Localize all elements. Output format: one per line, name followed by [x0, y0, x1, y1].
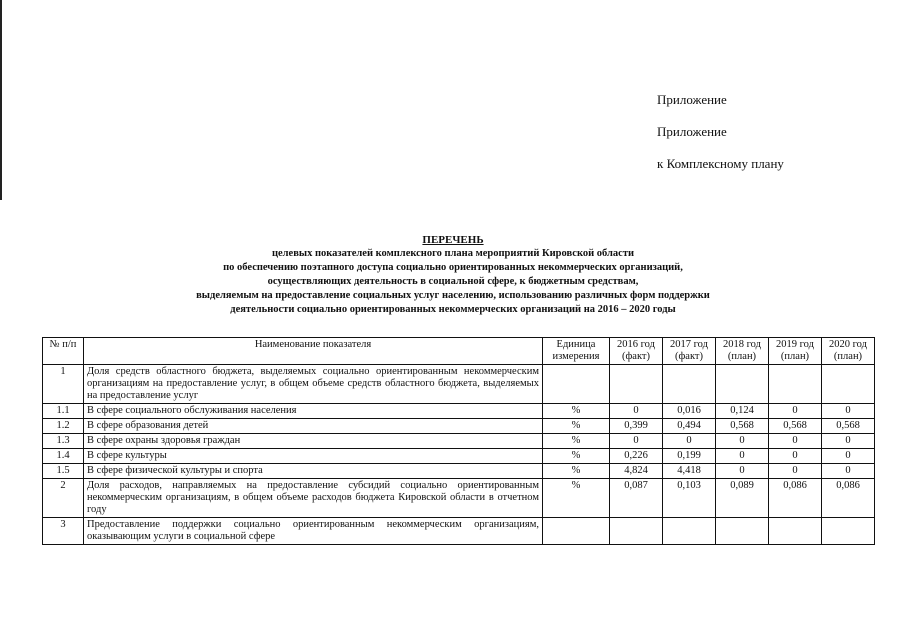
- cell-num: 1: [43, 365, 84, 404]
- cell-2020: 0: [822, 449, 875, 464]
- indicators-table: [42, 337, 875, 545]
- cell-2020: 0,568: [822, 419, 875, 434]
- cell-2016: 0: [610, 434, 663, 449]
- cell-2018: 0,124: [716, 404, 769, 419]
- cell-name: В сфере образования детей: [84, 419, 543, 434]
- heading-line: выделяемым на предоставление социальных услуг населению, использованию различных форм поддержки: [196, 290, 710, 301]
- table-row: [43, 365, 875, 404]
- table-row: [43, 449, 875, 464]
- cell-unit: %: [543, 464, 610, 479]
- table-row: [43, 464, 875, 479]
- cell-num: 1.1: [43, 404, 84, 419]
- cell-2018: 0: [716, 464, 769, 479]
- cell-unit: %: [543, 434, 610, 449]
- cell-2018: [716, 365, 769, 404]
- cell-unit: %: [543, 419, 610, 434]
- cell-2020: 0: [822, 404, 875, 419]
- appendix-line-1: Приложение: [657, 92, 727, 107]
- cell-2018: 0: [716, 434, 769, 449]
- cell-2017: 0,103: [663, 479, 716, 518]
- header-num: № п/п: [43, 338, 84, 365]
- table-row: [43, 419, 875, 434]
- cell-name: В сфере социального обслуживания населения: [84, 404, 543, 419]
- cell-name: Доля расходов, направляемых на предоставление субсидий социально ориентированным некоммерческим организациям, в общем объеме расходов бюджета Кировской области в отчетном году: [84, 479, 543, 518]
- cell-2019: 0,086: [769, 479, 822, 518]
- cell-name: Доля средств областного бюджета, выделяемых социально ориентированным некоммерческим организациям на предоставление услуг, в общем объеме средств областного бюджета, выделяемых на предоставление услуг: [84, 365, 543, 404]
- appendix-block: [657, 92, 784, 188]
- cell-2019: [769, 365, 822, 404]
- cell-unit: [543, 365, 610, 404]
- cell-2018: 0: [716, 449, 769, 464]
- cell-num: 2: [43, 479, 84, 518]
- table-row: [43, 479, 875, 518]
- cell-2019: 0: [769, 449, 822, 464]
- cell-2018: 0,089: [716, 479, 769, 518]
- heading-line: целевых показателей комплексного плана мероприятий Кировской области: [271, 248, 635, 259]
- document-heading: [80, 233, 826, 317]
- cell-2019: 0: [769, 434, 822, 449]
- cell-num: 1.2: [43, 419, 84, 434]
- cell-2017: [663, 518, 716, 545]
- cell-2019: [769, 518, 822, 545]
- cell-2018: 0,568: [716, 419, 769, 434]
- cell-name: В сфере физической культуры и спорта: [84, 464, 543, 479]
- cell-2017: [663, 365, 716, 404]
- cell-2017: 0,494: [663, 419, 716, 434]
- cell-2020: 0: [822, 434, 875, 449]
- cell-2017: 0,199: [663, 449, 716, 464]
- cell-2016: 4,824: [610, 464, 663, 479]
- appendix-line-3: к Комплексному плану: [657, 156, 784, 171]
- cell-2016: [610, 518, 663, 545]
- cell-num: 1.3: [43, 434, 84, 449]
- cell-2020: 0,086: [822, 479, 875, 518]
- cell-name: Предоставление поддержки социально ориентированным некоммерческим организациям, оказывающим услуги в социальной сфере: [84, 518, 543, 545]
- table-row: [43, 404, 875, 419]
- cell-name: В сфере культуры: [84, 449, 543, 464]
- cell-2020: 0: [822, 464, 875, 479]
- cell-2018: [716, 518, 769, 545]
- heading-line: деятельности социально ориентированных некоммерческих организаций на 2016 – 2020 годы: [230, 304, 676, 315]
- cell-2016: 0,087: [610, 479, 663, 518]
- cell-2020: [822, 518, 875, 545]
- cell-unit: [543, 518, 610, 545]
- cell-2019: 0: [769, 404, 822, 419]
- cell-2019: 0,568: [769, 419, 822, 434]
- header-2019: 2019 год (план): [769, 338, 822, 365]
- table-row: [43, 518, 875, 545]
- page-edge-line: [0, 0, 2, 200]
- cell-2016: 0,226: [610, 449, 663, 464]
- cell-name: В сфере охраны здоровья граждан: [84, 434, 543, 449]
- cell-2017: 0,016: [663, 404, 716, 419]
- table-row: [43, 434, 875, 449]
- document-title: ПЕРЕЧЕНЬ: [422, 234, 484, 246]
- header-2017: 2017 год (факт): [663, 338, 716, 365]
- cell-2017: 4,418: [663, 464, 716, 479]
- header-2018: 2018 год (план): [716, 338, 769, 365]
- header-2020: 2020 год (план): [822, 338, 875, 365]
- cell-num: 1.4: [43, 449, 84, 464]
- cell-num: 1.5: [43, 464, 84, 479]
- cell-2016: [610, 365, 663, 404]
- cell-num: 3: [43, 518, 84, 545]
- heading-line: осуществляющих деятельность в социальной сфере, к бюджетным средствам,: [267, 276, 639, 287]
- cell-unit: %: [543, 404, 610, 419]
- heading-line: по обеспечению поэтапного доступа социально ориентированных некоммерческих организаций,: [223, 262, 683, 273]
- cell-unit: %: [543, 449, 610, 464]
- appendix-line-2: Приложение: [657, 124, 727, 139]
- cell-2016: 0,399: [610, 419, 663, 434]
- cell-2019: 0: [769, 464, 822, 479]
- header-unit: Единица измерения: [543, 338, 610, 365]
- cell-unit: %: [543, 479, 610, 518]
- cell-2020: [822, 365, 875, 404]
- table-header-row: [43, 338, 875, 365]
- header-2016: 2016 год (факт): [610, 338, 663, 365]
- header-name: Наименование показателя: [84, 338, 543, 365]
- cell-2016: 0: [610, 404, 663, 419]
- cell-2017: 0: [663, 434, 716, 449]
